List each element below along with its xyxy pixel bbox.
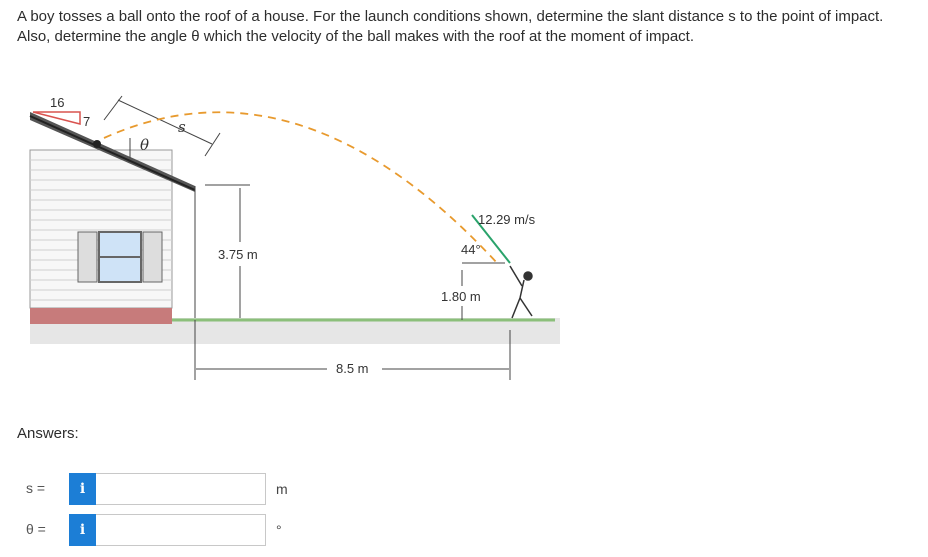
- angle-label: 44°: [461, 242, 481, 257]
- info-icon[interactable]: i: [69, 514, 96, 546]
- release-height-label: 1.80 m: [441, 289, 481, 304]
- slope-rise-label: 7: [83, 114, 91, 129]
- window: [78, 232, 162, 282]
- slope-run-label: 16: [50, 95, 65, 110]
- problem-figure: [0, 80, 580, 390]
- s-answer-input[interactable]: [96, 473, 266, 505]
- theta-unit: °: [276, 522, 282, 538]
- theta-label: θ: [140, 136, 150, 154]
- impact-point: [93, 140, 101, 148]
- s-dimension: [118, 100, 212, 144]
- problem-line-2: Also, determine the angle θ which the velocity of the ball makes with the roof at the moment of impact.: [17, 28, 695, 45]
- s-answer-label: s =: [26, 480, 46, 496]
- info-icon[interactable]: i: [69, 473, 96, 505]
- problem-statement: [17, 7, 922, 47]
- theta-answer-input[interactable]: [96, 514, 266, 546]
- foundation: [30, 308, 172, 324]
- house-siding: [30, 150, 172, 308]
- answers-heading: Answers:: [17, 425, 79, 442]
- s-label: s: [178, 118, 186, 136]
- s-unit: m: [276, 481, 288, 497]
- boy: [510, 266, 532, 318]
- problem-line-1: A boy tosses a ball onto the roof of a house. For the launch conditions shown, determine the slant distance s to the point of impact.: [17, 8, 884, 25]
- theta-answer-label: θ =: [26, 521, 46, 537]
- distance-label: 8.5 m: [336, 361, 369, 376]
- speed-label: 12.29 m/s: [478, 212, 536, 227]
- height-label: 3.75 m: [218, 247, 258, 262]
